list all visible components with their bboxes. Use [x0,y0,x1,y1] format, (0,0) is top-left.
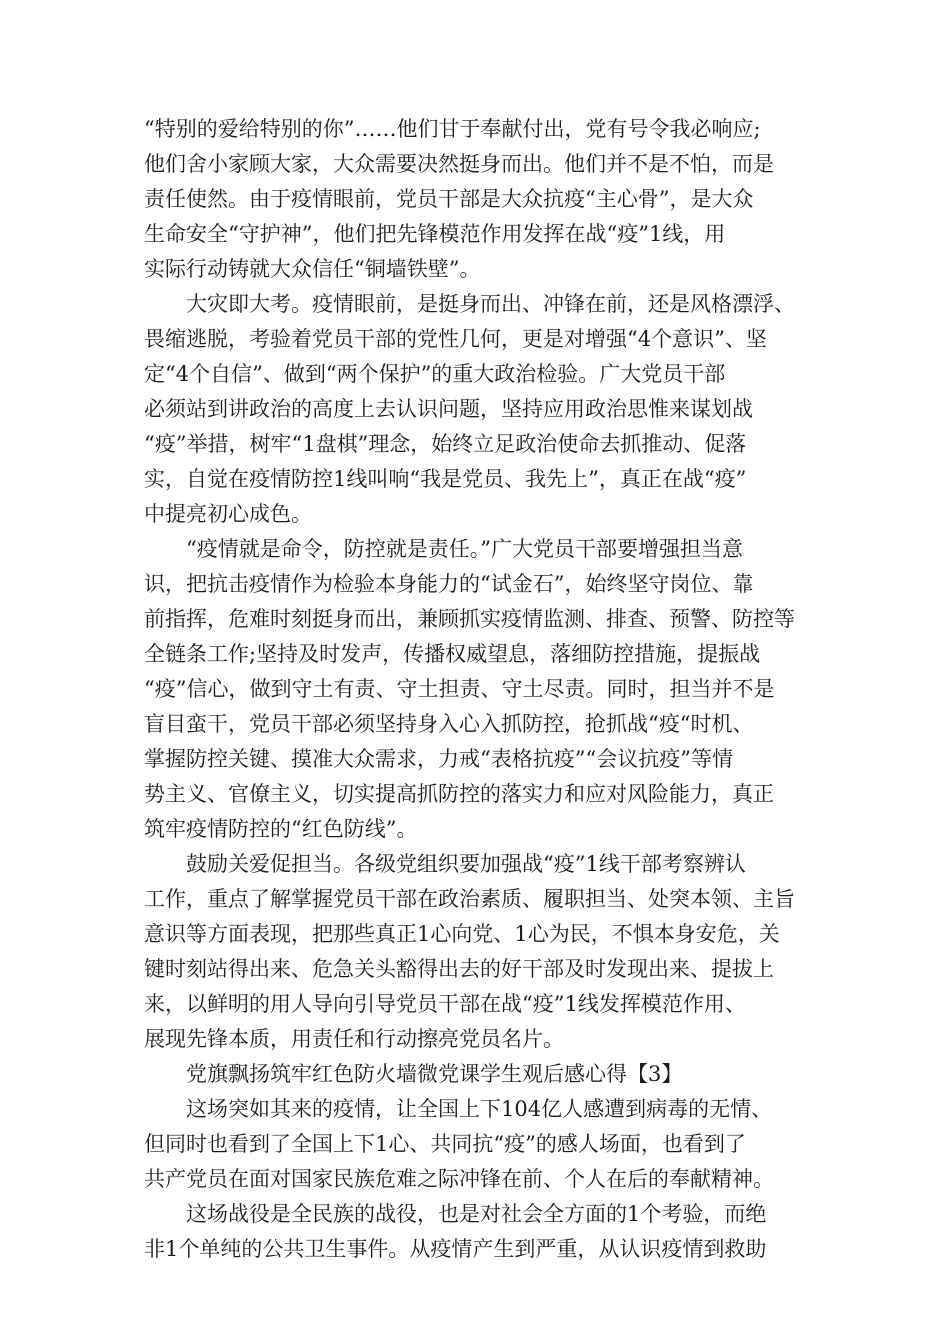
text-line: 定“4个自信”、做到“两个保护”的重大政治检验。广大党员干部 [144,362,726,386]
text-line: 这场战役是全民族的战役，也是对社会全方面的1个考验，而绝 [186,1202,767,1226]
text-line: 中提亮初心成色。 [144,502,312,526]
text-line: 实，自觉在疫情防控1线叫响“我是党员、我先上”，真正在战“疫” [144,467,747,491]
text-line: 展现先锋本质，用责任和行动擦亮党员名片。 [144,1027,564,1051]
text-line: 意识等方面表现，把那些真正1心向党、1心为民，不惧本身安危，关 [144,922,780,946]
text-line: 键时刻站得出来、危急关头豁得出去的好干部及时发现出来、提拔上 [144,957,774,981]
text-line: 畏缩逃脱，考验着党员干部的党性几何，更是对增强“4个意识”、坚 [144,327,767,351]
text-line: 生命安全“守护神”，他们把先锋模范作用发挥在战“疫”1线，用 [144,222,726,246]
text-line: 但同时也看到了全国上下1心、共同抗“疫”的感人场面，也看到了 [144,1132,746,1156]
text-line: 大灾即大考。疫情眼前，是挺身而出、冲锋在前，还是风格漂浮、 [186,292,795,316]
text-line: 掌握防控关键、摸准大众需求，力戒“表格抗疫”“会议抗疫”等情 [144,747,733,771]
text-line: 他们舍小家顾大家，大众需要决然挺身而出。他们并不是不怕，而是 [144,152,774,176]
document-body [144,112,820,1267]
text-line: 这场突如其来的疫情，让全国上下104亿人感遭到病毒的无情、 [186,1097,773,1121]
text-line: 筑牢疫情防控的“红色防线”。 [144,817,418,841]
text-line: “疫”信心，做到守土有责、守土担责、守土尽责。同时，担当并不是 [144,677,775,701]
text-line: 共产党员在面对国家民族危难之际冲锋在前、个人在后的奉献精神。 [144,1167,774,1191]
text-line: 鼓励关爱促担当。各级党组织要加强战“疫”1线干部考察辨认 [186,852,746,876]
text-line: 盲目蛮干，党员干部必须坚持身入心入抓防控，抢抓战“疫“时机、 [144,712,754,736]
text-line: 工作，重点了解掌握党员干部在政治素质、履职担当、处突本领、主旨 [144,887,795,911]
text-line: “特别的爱给特别的你”……他们甘于奉献付出，党有号令我必响应; [144,117,761,141]
text-line: “疫”举措，树牢“1盘棋”理念，始终立足政治使命去抓推动、促落 [144,432,747,456]
text-line: 来，以鲜明的用人导向引导党员干部在战“疫”1线发挥模范作用、 [144,992,746,1016]
text-line: 前指挥，危难时刻挺身而出，兼顾抓实疫情监测、排查、预警、防控等 [144,607,795,631]
text-line: 责任使然。由于疫情眼前，党员干部是大众抗疫“主心骨”，是大众 [144,187,754,211]
text-line: 非1个单纯的公共卫生事件。从疫情产生到严重，从认识疫情到救助 [144,1237,767,1261]
text-line: 必须站到讲政治的高度上去认识问题，坚持应用政治思惟来谋划战 [144,397,753,421]
text-line: 识，把抗击疫情作为检验本身能力的“试金石”，始终坚守岗位、靠 [144,572,754,596]
text-line: 全链条工作;坚持及时发声，传播权威望息，落细防控措施，提振战 [144,642,761,666]
text-line: 实际行动铸就大众信任“铜墙铁壁”。 [144,257,481,281]
text-line: 党旗飘扬筑牢红色防火墙微党课学生观后感心得【3】 [186,1062,683,1086]
text-line: 势主义、官僚主义，切实提高抓防控的落实力和应对风险能力，真正 [144,782,774,806]
text-line: “疫情就是命令，防控就是责任。”广大党员干部要增强担当意 [186,537,743,561]
